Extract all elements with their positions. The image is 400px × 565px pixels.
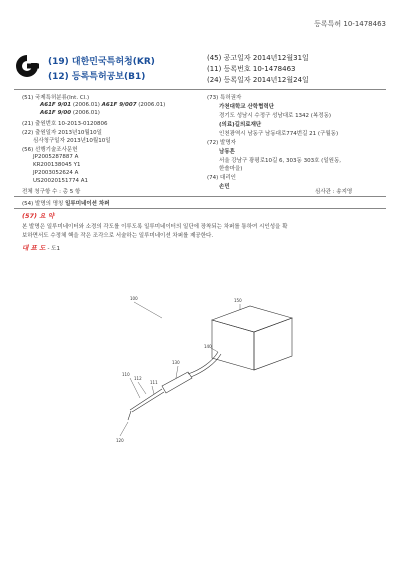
ipc-line-2: A61F 9/00 (2006.01)	[40, 110, 100, 116]
owner-name: 가천대학교 산학협력단	[219, 104, 275, 110]
invention-title: (54) 발명의 명칭 일루미네이션 차퍼	[22, 201, 110, 207]
inventor-address: 서울 강남구 광평로10길 6, 303동 303호 (일원동,	[219, 158, 342, 164]
label-130: 130	[172, 360, 180, 365]
abstract-text: 본 발명은 일루미네이터와 소경의 각도를 이루도록 일루미네이터의 일단에 장착되는 차퍼를 통하여 시인성을 확 보하면서도 수정체 핵을 작은 조각으로 서술하는 일루미네이션 차퍼를 제공한다.	[22, 224, 288, 239]
prior-art-1: JP2005287887 A	[33, 154, 79, 160]
kipo-logo	[14, 53, 40, 79]
prior-art-label: (56) 선행기술조사문헌	[22, 147, 78, 153]
ipc-line-1: A61F 9/01 (2006.01) A61F 9/007 (2006.01)	[40, 102, 166, 108]
announce-date: (45) 공고일자 2014년12월31일	[207, 54, 309, 62]
registration-number: (11) 등록번호 10-1478463	[207, 65, 296, 73]
representative-figure: 대 표 도 - 도1	[22, 244, 60, 252]
prior-art-3: JP2003052624 A	[33, 170, 79, 176]
label-120: 120	[116, 438, 124, 443]
label-112: 112	[134, 376, 142, 381]
prior-art-2: KR200138045 Y1	[33, 162, 81, 168]
examiner: 심사관 : 송지영	[315, 189, 353, 195]
application-date: (22) 출원일자 2013년10월10일	[22, 130, 102, 136]
claims-count: 전체 청구항 수 : 총 5 항	[22, 189, 81, 195]
owner-label: (73) 특허권자	[207, 95, 242, 101]
exam-request-date: 심사청구일자 2013년10월10일	[33, 138, 111, 144]
owner-address: 경기도 성남시 수정구 성남대로 1342 (복정동)	[219, 113, 332, 119]
owner2-address: 인천광역시 남동구 남동대로774번길 21 (구월동)	[219, 131, 339, 137]
application-number: (21) 출원번호 10-2013-0120806	[22, 121, 108, 127]
abstract-heading: (57) 요 약	[22, 212, 55, 220]
kipo-office: (19) 대한민국특허청(KR)	[48, 57, 155, 67]
illuminator-chopper-figure	[100, 290, 300, 450]
prior-art-4: US20020151774 A1	[33, 178, 89, 184]
divider	[14, 196, 386, 197]
inventor-address-2: 한솔마을)	[219, 166, 243, 172]
label-111: 111	[150, 380, 158, 385]
label-140: 140	[204, 344, 212, 349]
divider	[14, 208, 386, 209]
label-110: 110	[122, 372, 130, 377]
inventor-name: 남동흔	[219, 149, 235, 155]
label-100: 100	[130, 296, 138, 301]
registration-date: (24) 등록일자 2014년12월24일	[207, 76, 309, 84]
inventor-label: (72) 발명자	[207, 140, 236, 146]
agent-name: 손민	[219, 184, 230, 190]
agent-label: (74) 대리인	[207, 175, 236, 181]
label-150: 150	[234, 298, 242, 303]
owner2-name: (의료)길의료재단	[219, 122, 262, 128]
document-number: 등록특허 10-1478463	[314, 20, 386, 28]
divider	[14, 89, 386, 90]
representative-drawing	[100, 290, 300, 450]
kipo-gazette: (12) 등록특허공보(B1)	[48, 72, 146, 82]
ipc-label: (51) 국제특허분류(Int. Cl.)	[22, 95, 90, 101]
